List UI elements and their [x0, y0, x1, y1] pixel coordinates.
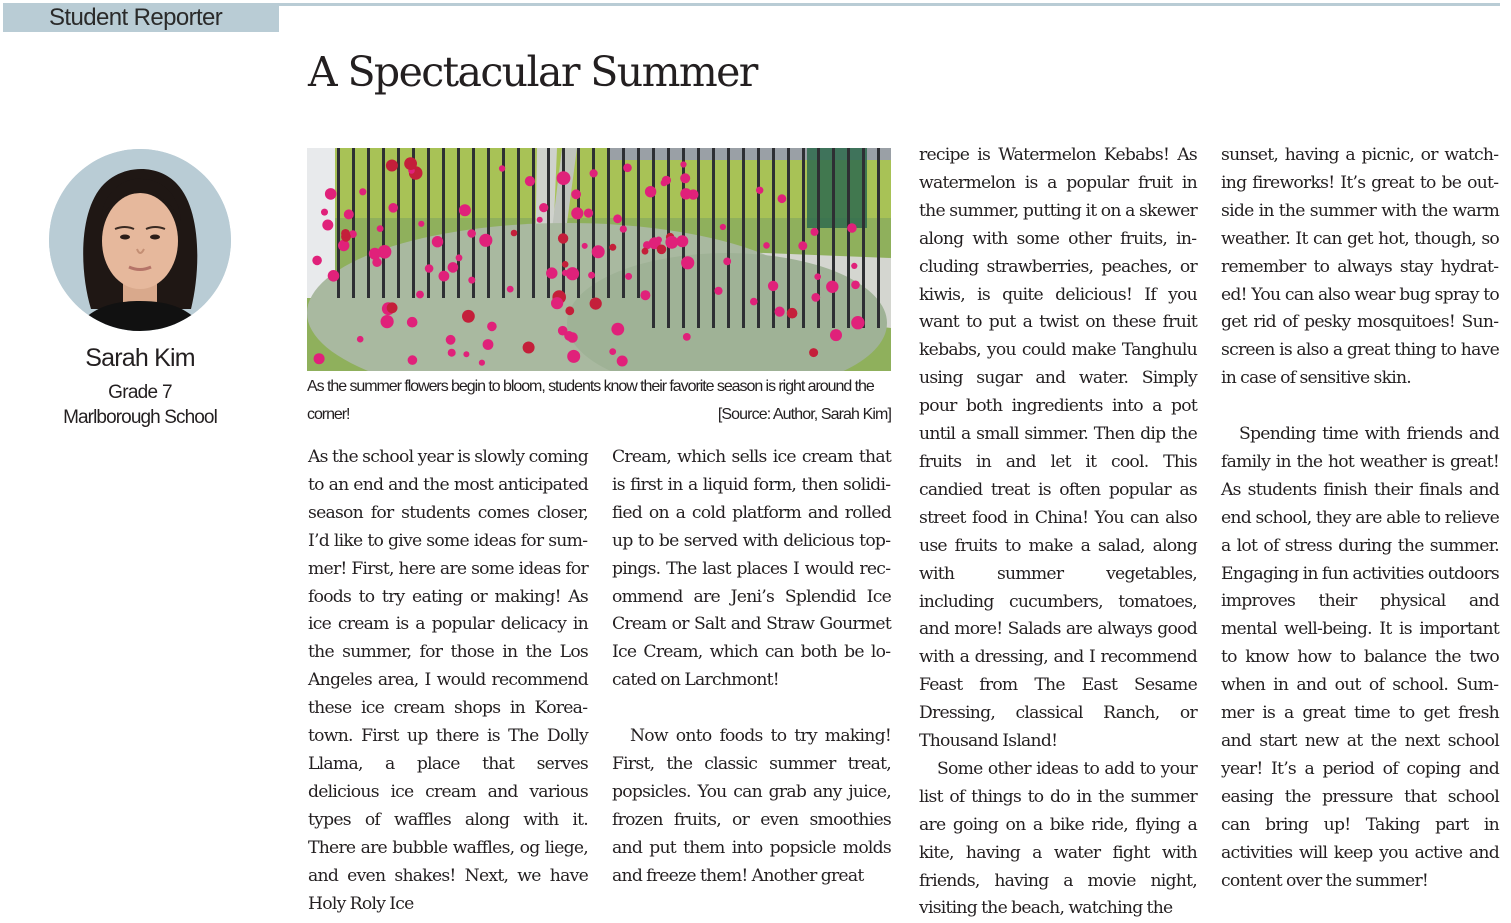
fence-bar: [712, 148, 715, 328]
flower: [551, 297, 563, 309]
flower: [439, 271, 450, 282]
fence-bar: [802, 148, 805, 328]
flower: [537, 217, 543, 223]
flower: [588, 272, 595, 279]
flower: [525, 176, 535, 186]
flower: [680, 161, 686, 167]
flowers-photo-icon: [307, 148, 891, 371]
flower: [432, 236, 443, 247]
flower: [562, 270, 568, 276]
flower: [714, 287, 722, 295]
flower: [557, 171, 571, 185]
flower: [763, 242, 770, 249]
flower: [459, 204, 471, 216]
flower: [338, 240, 349, 251]
flower: [830, 329, 842, 341]
flower: [778, 194, 787, 203]
portrait-photo-icon: [49, 149, 231, 331]
flower: [357, 336, 364, 343]
flower: [847, 223, 857, 233]
flower: [369, 248, 381, 260]
paragraph: Spending time with friends and family in the hot weather is great! As students finish their finals and end school, they are able to relieve a lot of stress during the summer. Engaging in fun activities outdoors improves their physical and mental well-being. It is important to know how to balance the two when in and out of school. Summer is a great time to get fresh and start new at the next school year! It’s a period of coping and easing the pressure that school can bring up! Taking part in activities will keep you active and content over the summer!: [1221, 424, 1499, 891]
paragraph: As the school year is slowly coming to an end and the most anticipated season for students comes closer, I’d like to give some ideas for summer! First, here are some ideas for foods to try eating or making! As ice cream is a popular delicacy in the summer, for those in the Los Angeles area, I would recommend these ice cream shops in Koreatown. First up there is The Dolly Llama, a place that serves delicious ice cream and various types of waffles along with it. There are bubble waffles, og liege, and even shakes! Next, we have Holy Roly Ice: [308, 447, 588, 914]
flower: [609, 348, 616, 355]
flower: [416, 291, 424, 299]
flower: [723, 258, 731, 266]
body-column-1: [308, 444, 588, 918]
fence-bar: [382, 148, 385, 298]
fence-bar: [487, 148, 490, 298]
fence-bar: [862, 148, 865, 328]
flower: [657, 245, 667, 255]
flower: [625, 273, 632, 280]
flower: [408, 355, 418, 365]
paragraph: recipe is Watermelon Kebabs! As watermelon is a popular fruit in the summer, putting it on a skewer along with some other fruits, including strawberries, peaches, or kiwis, is quite delicious! If you want to put a twist on these fruit kebabs, you could make Tanghulu using sugar and water. Simply pour both ingredients into a pot until a small simmer. Then dip the fruits in and let it cool. This candied treat is often popular as street food in China! You can also use fruits to make a salad, along with summer vegetables, including cucumbers, tomatoes, and more! Salads are always good with a dressing, and I recommend Feast from The East Sesame Dressing, classical Ranch, or Thousand Island!: [919, 145, 1197, 752]
flower: [655, 237, 662, 244]
flower: [613, 214, 622, 223]
flower: [539, 203, 548, 212]
fence-bar: [367, 148, 370, 298]
flower: [386, 160, 398, 172]
body-column-3: [919, 142, 1197, 923]
fence-bar: [637, 148, 640, 298]
flower: [811, 228, 819, 236]
flower: [680, 173, 690, 183]
flower: [468, 277, 475, 284]
flower: [407, 317, 418, 328]
author-avatar: [49, 149, 231, 331]
flower: [499, 165, 505, 171]
flower: [462, 310, 475, 323]
flower: [681, 256, 694, 269]
author-school: Marlborough School: [63, 407, 217, 428]
fence-bar: [457, 148, 460, 298]
flower: [328, 270, 340, 282]
flower: [387, 302, 398, 313]
fence-bar: [472, 148, 475, 298]
body-column-4: [1221, 142, 1499, 895]
flower: [683, 333, 691, 341]
flower: [321, 209, 328, 216]
flower: [661, 180, 668, 187]
flower: [787, 308, 798, 319]
author-grade: Grade 7: [108, 382, 172, 403]
flower: [851, 281, 860, 290]
flower: [571, 189, 581, 199]
flower: [463, 351, 469, 357]
flower: [811, 293, 820, 302]
fence-bar: [877, 148, 880, 328]
flower: [487, 322, 497, 332]
flower: [680, 188, 691, 199]
flower: [645, 186, 656, 197]
fence-bar: [727, 148, 730, 328]
flower: [582, 243, 588, 249]
fence-bar: [532, 148, 535, 298]
fence-bar: [832, 148, 835, 328]
flower: [571, 207, 583, 219]
flower: [418, 221, 424, 227]
flower: [377, 225, 384, 232]
flower: [809, 348, 818, 357]
flower: [565, 306, 574, 315]
flower: [851, 316, 864, 329]
flower: [446, 335, 456, 345]
flower: [507, 286, 514, 293]
photo-caption: [307, 373, 891, 429]
flower: [640, 290, 650, 300]
flower: [592, 245, 605, 258]
article-title: A Spectacular Summer: [308, 48, 757, 96]
article-photo: [307, 148, 891, 371]
flower: [665, 236, 678, 249]
flower: [388, 203, 398, 213]
flower: [467, 229, 476, 238]
fence-bar: [427, 148, 430, 298]
flower: [609, 244, 616, 251]
flower: [511, 230, 518, 237]
flower: [523, 342, 535, 354]
fence-bar: [697, 148, 700, 328]
flower: [381, 315, 394, 328]
caption-text: As the summer flowers begin to bloom, students know their favorite season is right around the corner!: [307, 378, 874, 423]
flower: [584, 209, 593, 218]
flower: [404, 157, 417, 170]
flower: [567, 350, 580, 363]
flower: [425, 264, 434, 273]
author-name: Sarah Kim: [85, 344, 195, 372]
flower: [750, 298, 758, 306]
flower: [479, 360, 485, 366]
flower: [851, 263, 857, 269]
paragraph: sunset, having a picnic, or watching fireworks! It’s great to be outside in the summer with the warm weather. It can get hot, though, so remember to always stay hydrated! You can also wear bug spray to get rid of pesky mosquitoes! Sunscreen is also a great thing to have in case of sensitive skin.: [1221, 145, 1499, 389]
flower: [314, 353, 325, 364]
paragraph: Some other ideas to add to your list of things to do in the summer are going on a bike ride, flying a kite, having a water fight with friends, having a movie night, visiting the beach, watching the: [919, 758, 1197, 919]
flower: [344, 209, 354, 219]
flower: [359, 188, 366, 195]
flower: [756, 187, 763, 194]
flower: [590, 169, 598, 177]
flower: [483, 339, 494, 350]
body-column-2: [612, 444, 891, 890]
flower: [590, 298, 602, 310]
section-label: Student Reporter: [49, 4, 223, 31]
flower: [617, 356, 628, 367]
flower: [720, 224, 726, 230]
flower: [768, 281, 778, 291]
flower: [562, 261, 569, 268]
fence-bar: [607, 148, 610, 298]
flower: [341, 229, 350, 238]
fence-bar: [517, 148, 520, 298]
flower: [611, 323, 624, 336]
flower: [312, 256, 322, 266]
paragraph: Cream, which sells ice cream that is first in a liquid form, then solidified on a cold platform and rolled up to be served with delicious toppings. The last places I would recommend are Jeni’s Splendid Ice Cream or Salt and Straw Gourmet Ice Cream, which can both be located on Larchmont!: [612, 447, 891, 691]
fence-bar: [742, 148, 745, 328]
fence-bar: [772, 148, 775, 328]
fence-bar: [397, 148, 400, 298]
fence-bar: [847, 148, 850, 328]
flower: [826, 281, 838, 293]
flower: [798, 241, 807, 250]
flower: [775, 307, 785, 317]
flower: [642, 248, 649, 255]
flower: [623, 164, 632, 173]
flower: [448, 262, 459, 273]
flower: [322, 220, 333, 231]
photo-source: [Source: Author, Sarah Kim]: [717, 406, 891, 423]
paragraph: Now onto foods to try making! First, the classic summer treat, popsicles. You can grab any juice, frozen fruits, or even smoothies and put them into popsicle molds and freeze them! Another great: [612, 726, 891, 886]
flower: [325, 188, 337, 200]
flower: [456, 254, 463, 261]
flower: [558, 233, 568, 243]
flower: [564, 331, 574, 341]
fence-bar: [352, 148, 355, 298]
flower: [546, 267, 557, 278]
flower: [814, 273, 821, 280]
flower: [620, 226, 627, 233]
fence-bar: [787, 148, 790, 328]
flower: [479, 234, 492, 247]
flower: [448, 349, 456, 357]
